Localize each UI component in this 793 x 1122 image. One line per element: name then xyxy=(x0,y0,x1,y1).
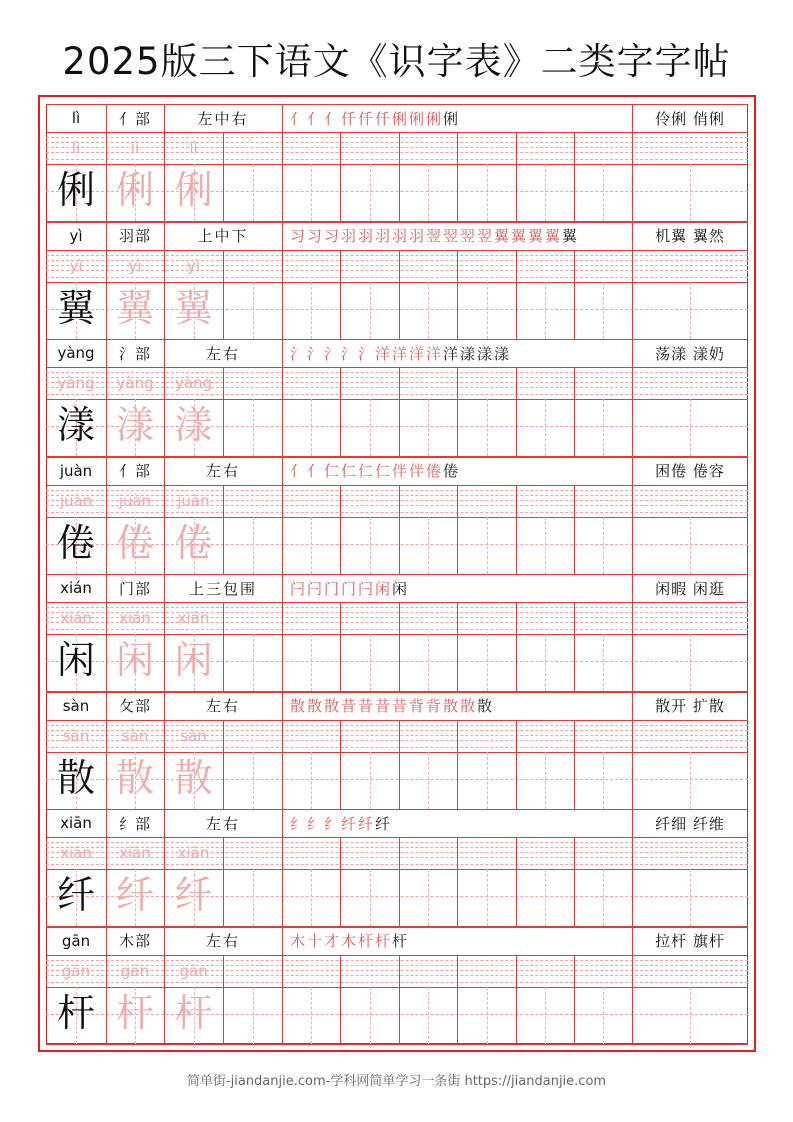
grid-line xyxy=(370,517,371,574)
grid-line xyxy=(370,399,371,456)
trace-character: 散 xyxy=(115,755,154,800)
grid-line xyxy=(690,517,691,574)
pinyin-trace: gān xyxy=(179,961,208,980)
grid-line xyxy=(690,869,691,926)
example-words: 荡漾 漾奶 xyxy=(655,344,725,363)
grid-line xyxy=(253,634,254,691)
grid-line xyxy=(603,282,604,339)
stroke-order-steps: 习习习羽羽羽羽羽翌翌翌翌翼翼翼翼 xyxy=(290,227,563,245)
grid-line xyxy=(282,367,283,456)
grid-line xyxy=(457,602,458,691)
stroke-order xyxy=(290,693,494,719)
structure-label: 左中右 xyxy=(197,109,249,128)
pinyin-trace: gān xyxy=(120,961,150,980)
grid-line xyxy=(311,634,312,691)
example-words: 闲暇 闲逛 xyxy=(655,579,725,598)
pinyin-trace: lì xyxy=(189,139,198,157)
grid-line xyxy=(253,517,254,574)
grid-line xyxy=(46,1044,748,1045)
grid-line xyxy=(46,132,748,133)
grid-line xyxy=(457,250,458,339)
grid-line xyxy=(253,164,254,221)
grid-line xyxy=(311,869,312,926)
trace-character: 杆 xyxy=(115,990,154,1035)
grid-line xyxy=(399,367,400,456)
grid-line xyxy=(516,955,517,1044)
grid-line xyxy=(487,869,488,926)
grid-line xyxy=(282,339,283,367)
stroke-order xyxy=(290,458,460,484)
grid-line xyxy=(574,250,575,339)
grid-line xyxy=(545,869,546,926)
grid-line xyxy=(457,132,458,221)
grid-line xyxy=(282,837,283,926)
grid-line xyxy=(632,367,633,456)
grid-line xyxy=(487,987,488,1044)
grid-line xyxy=(46,955,748,956)
grid-line xyxy=(457,485,458,574)
grid-line xyxy=(428,517,429,574)
model-character: 翼 xyxy=(56,285,95,330)
grid-line xyxy=(253,869,254,926)
page-title: 2025版三下语文《识字表》二类字字帖 xyxy=(62,40,731,83)
pinyin-trace: yì xyxy=(128,256,142,275)
model-character: 散 xyxy=(56,755,95,800)
grid-line xyxy=(690,634,691,691)
grid-line xyxy=(428,634,429,691)
grid-line xyxy=(487,752,488,809)
grid-line xyxy=(399,955,400,1044)
stroke-order-final: 杆 xyxy=(392,932,410,950)
stroke-order-final: 俐 xyxy=(443,109,461,128)
grid-line xyxy=(282,720,283,809)
grid-line xyxy=(282,692,283,720)
stroke-order xyxy=(290,575,409,601)
grid-line xyxy=(370,282,371,339)
grid-line xyxy=(370,987,371,1044)
pinyin-trace: xián xyxy=(177,609,210,627)
char-row xyxy=(46,222,748,340)
pinyin-trace: xiān xyxy=(60,844,92,862)
grid-line xyxy=(253,987,254,1044)
example-words: 机翼 翼然 xyxy=(655,227,725,245)
trace-character: 漾 xyxy=(115,403,154,447)
trace-character: 闲 xyxy=(174,638,213,682)
stroke-order xyxy=(290,810,392,836)
pinyin-trace: xiān xyxy=(177,844,210,862)
grid-line xyxy=(340,837,341,926)
grid-line xyxy=(690,282,691,339)
model-character: 俐 xyxy=(56,168,95,212)
grid-line xyxy=(487,634,488,691)
grid-line xyxy=(282,222,283,250)
grid-line xyxy=(487,399,488,456)
grid-line xyxy=(46,864,748,865)
stroke-order-steps: 木十才木杆杆 xyxy=(290,932,393,950)
char-row xyxy=(46,809,748,927)
grid-line xyxy=(399,485,400,574)
model-character: 杆 xyxy=(56,990,95,1035)
grid-line xyxy=(545,752,546,809)
grid-line xyxy=(632,132,633,221)
grid-line xyxy=(223,720,224,809)
pinyin: juàn xyxy=(59,461,93,480)
radical-label: 攵部 xyxy=(118,697,151,715)
grid-line xyxy=(223,367,224,456)
grid-line xyxy=(340,720,341,809)
stroke-order xyxy=(290,340,511,366)
stroke-order-final: 翼 xyxy=(562,227,580,245)
grid-line xyxy=(428,164,429,221)
grid-line xyxy=(399,720,400,809)
grid-line xyxy=(574,485,575,574)
grid-line xyxy=(340,955,341,1044)
grid-line xyxy=(282,132,283,221)
grid-line xyxy=(516,837,517,926)
grid-line xyxy=(223,485,224,574)
grid-line xyxy=(690,164,691,221)
grid-line xyxy=(46,399,748,400)
pinyin: xián xyxy=(60,579,92,597)
grid-line xyxy=(46,512,748,513)
pinyin: yàng xyxy=(57,344,95,362)
pinyin-trace: yì xyxy=(69,256,83,275)
grid-line xyxy=(428,752,429,809)
example-words: 散开 扩散 xyxy=(655,697,725,715)
grid-line xyxy=(428,987,429,1044)
grid-line xyxy=(399,250,400,339)
grid-line xyxy=(282,104,283,132)
stroke-order xyxy=(290,928,409,954)
structure-label: 左右 xyxy=(205,344,240,363)
char-row xyxy=(46,104,748,222)
grid-line xyxy=(340,250,341,339)
grid-line xyxy=(46,517,748,518)
stroke-order-final: 洋漾漾漾 xyxy=(443,344,512,363)
pinyin: sàn xyxy=(62,696,90,715)
stroke-order-final: 散 xyxy=(477,697,495,715)
pinyin-trace: xián xyxy=(60,609,92,627)
grid-line xyxy=(46,720,748,721)
grid-line xyxy=(46,869,748,870)
grid-line xyxy=(603,869,604,926)
grid-line xyxy=(223,132,224,221)
pinyin: yì xyxy=(69,226,83,245)
grid-line xyxy=(46,747,748,748)
grid-line xyxy=(46,485,748,486)
grid-line xyxy=(340,602,341,691)
grid-line xyxy=(457,837,458,926)
stroke-order-final: 纤 xyxy=(375,814,393,833)
model-character: 漾 xyxy=(56,403,95,447)
pinyin: lì xyxy=(71,109,81,127)
grid-line xyxy=(690,399,691,456)
structure-label: 上三包围 xyxy=(188,579,257,598)
structure-label: 左右 xyxy=(205,932,240,950)
grid-line xyxy=(545,517,546,574)
pinyin-trace: juàn xyxy=(118,491,152,510)
trace-character: 倦 xyxy=(174,520,213,565)
grid-line xyxy=(574,837,575,926)
grid-line xyxy=(370,752,371,809)
structure-label: 左右 xyxy=(205,697,240,715)
grid-line xyxy=(690,987,691,1044)
radical-label: 亻部 xyxy=(118,462,151,480)
stroke-order xyxy=(290,223,579,249)
grid-line xyxy=(46,982,748,983)
grid-line xyxy=(545,282,546,339)
grid-line xyxy=(516,132,517,221)
grid-line xyxy=(545,987,546,1044)
grid-line xyxy=(282,602,283,691)
grid-line xyxy=(311,282,312,339)
grid-line xyxy=(253,399,254,456)
grid-line xyxy=(340,485,341,574)
structure-label: 上中下 xyxy=(197,227,249,245)
radical-label: 羽部 xyxy=(118,227,151,245)
stroke-order-final: 倦 xyxy=(443,462,461,480)
pinyin-trace: yì xyxy=(186,256,201,275)
pinyin-trace: lì xyxy=(71,139,81,157)
grid-line xyxy=(632,955,633,1044)
trace-character: 翼 xyxy=(174,285,213,330)
pinyin-trace: sàn xyxy=(62,726,90,745)
grid-line xyxy=(399,132,400,221)
pinyin-trace: sàn xyxy=(121,726,149,745)
grid-line xyxy=(223,602,224,691)
radical-label: 亻部 xyxy=(118,109,151,128)
grid-line xyxy=(46,752,748,753)
radical-label: 氵部 xyxy=(118,344,151,363)
stroke-order-steps: 氵氵氵氵氵洋洋洋洋 xyxy=(290,344,444,363)
pinyin-trace: xián xyxy=(119,609,151,627)
char-row xyxy=(46,574,748,692)
grid-line xyxy=(516,602,517,691)
grid-line xyxy=(457,367,458,456)
grid-line xyxy=(253,282,254,339)
grid-line xyxy=(340,132,341,221)
radical-label: 门部 xyxy=(118,579,151,598)
char-row xyxy=(46,927,748,1045)
grid-line xyxy=(545,399,546,456)
grid-line xyxy=(282,457,283,485)
grid-line xyxy=(370,869,371,926)
trace-character: 俐 xyxy=(174,168,213,212)
grid-line xyxy=(46,277,748,278)
grid-line xyxy=(516,485,517,574)
grid-line xyxy=(282,955,283,1044)
grid-line xyxy=(311,164,312,221)
grid-line xyxy=(46,164,748,165)
model-character: 纤 xyxy=(56,873,95,917)
grid-line xyxy=(311,399,312,456)
grid-line xyxy=(282,250,283,339)
example-words: 纤细 纤维 xyxy=(655,814,725,833)
grid-line xyxy=(46,367,748,368)
grid-line xyxy=(46,987,748,988)
grid-line xyxy=(340,367,341,456)
pinyin-trace: yàng xyxy=(116,374,154,392)
trace-character: 纤 xyxy=(174,873,213,917)
grid-line xyxy=(632,250,633,339)
stroke-order-final: 闲 xyxy=(392,579,410,598)
trace-character: 俐 xyxy=(115,168,154,212)
grid-line xyxy=(223,837,224,926)
grid-line xyxy=(516,367,517,456)
structure-label: 左右 xyxy=(205,814,240,833)
grid-line xyxy=(46,394,748,395)
trace-character: 闲 xyxy=(115,638,154,682)
grid-line xyxy=(46,634,748,635)
grid-line xyxy=(457,955,458,1044)
grid-line xyxy=(370,634,371,691)
grid-line xyxy=(487,517,488,574)
grid-line xyxy=(46,837,748,838)
grid-line xyxy=(46,250,748,251)
grid-line xyxy=(311,752,312,809)
grid-line xyxy=(487,164,488,221)
stroke-order-steps: 散散散昔昔昔昔背背散散 xyxy=(290,697,478,715)
grid-line xyxy=(632,837,633,926)
grid-line xyxy=(574,955,575,1044)
grid-line xyxy=(399,837,400,926)
grid-line xyxy=(46,629,748,630)
grid-line xyxy=(545,164,546,221)
grid-line xyxy=(282,574,283,602)
grid-line xyxy=(46,159,748,160)
grid-line xyxy=(632,485,633,574)
example-words: 伶俐 俏俐 xyxy=(655,109,725,128)
trace-character: 散 xyxy=(174,755,213,800)
pinyin-trace: juàn xyxy=(177,491,210,510)
grid-line xyxy=(690,752,691,809)
grid-line xyxy=(311,987,312,1044)
trace-character: 纤 xyxy=(115,873,154,917)
grid-line xyxy=(223,250,224,339)
grid-line xyxy=(428,399,429,456)
radical-label: 纟部 xyxy=(118,814,151,833)
model-character: 闲 xyxy=(56,638,95,682)
grid-line xyxy=(603,164,604,221)
footer-watermark: 简单街-jiandanjie.com-学科网简单学习一条街 https://jiandanjie.com xyxy=(186,1074,607,1089)
grid-line xyxy=(428,869,429,926)
pinyin-trace: gān xyxy=(61,961,91,980)
grid-line xyxy=(603,399,604,456)
pinyin-trace: sàn xyxy=(180,726,207,745)
trace-character: 倦 xyxy=(115,520,154,565)
grid-line xyxy=(487,282,488,339)
grid-line xyxy=(46,602,748,603)
grid-line xyxy=(603,987,604,1044)
grid-line xyxy=(603,517,604,574)
char-row xyxy=(46,692,748,810)
radical-label: 木部 xyxy=(118,932,151,950)
grid-line xyxy=(574,602,575,691)
grid-line xyxy=(632,602,633,691)
grid-line xyxy=(46,282,748,283)
grid-line xyxy=(428,282,429,339)
grid-line xyxy=(457,720,458,809)
trace-character: 翼 xyxy=(115,285,154,330)
grid-line xyxy=(603,634,604,691)
pinyin-trace: juàn xyxy=(59,491,93,510)
grid-line xyxy=(282,809,283,837)
grid-line xyxy=(574,720,575,809)
grid-line xyxy=(399,602,400,691)
stroke-order-steps: 亻亻仁仁仁仁伴伴倦 xyxy=(290,462,444,480)
pinyin-trace: lì xyxy=(130,139,140,157)
example-words: 困倦 倦容 xyxy=(655,462,725,480)
grid-line xyxy=(282,485,283,574)
stroke-order-steps: 亻亻亻仟仟仟俐俐俐 xyxy=(290,109,444,128)
structure-label: 左右 xyxy=(205,462,240,480)
stroke-order-steps: 闩闩门门闩闲 xyxy=(290,579,393,598)
pinyin: gān xyxy=(61,931,91,950)
grid-line xyxy=(603,752,604,809)
pinyin-trace: xiān xyxy=(119,844,151,862)
pinyin: xiān xyxy=(60,814,92,832)
char-row xyxy=(46,339,748,457)
grid-line xyxy=(282,927,283,955)
example-words: 拉杆 旗杆 xyxy=(655,932,725,950)
grid-line xyxy=(632,720,633,809)
pinyin-trace: yàng xyxy=(174,374,213,392)
grid-line xyxy=(253,752,254,809)
trace-character: 杆 xyxy=(174,990,213,1035)
trace-character: 漾 xyxy=(174,403,213,447)
grid-line xyxy=(311,517,312,574)
grid-line xyxy=(516,720,517,809)
grid-line xyxy=(516,250,517,339)
grid-line xyxy=(370,164,371,221)
pinyin-trace: yàng xyxy=(57,374,95,392)
grid-line xyxy=(545,634,546,691)
grid-line xyxy=(574,367,575,456)
model-character: 倦 xyxy=(56,520,95,565)
stroke-order-steps: 纟纟纟纤纤 xyxy=(290,814,376,833)
stroke-order xyxy=(290,105,460,131)
grid-line xyxy=(574,132,575,221)
char-row xyxy=(46,457,748,575)
grid-line xyxy=(223,955,224,1044)
